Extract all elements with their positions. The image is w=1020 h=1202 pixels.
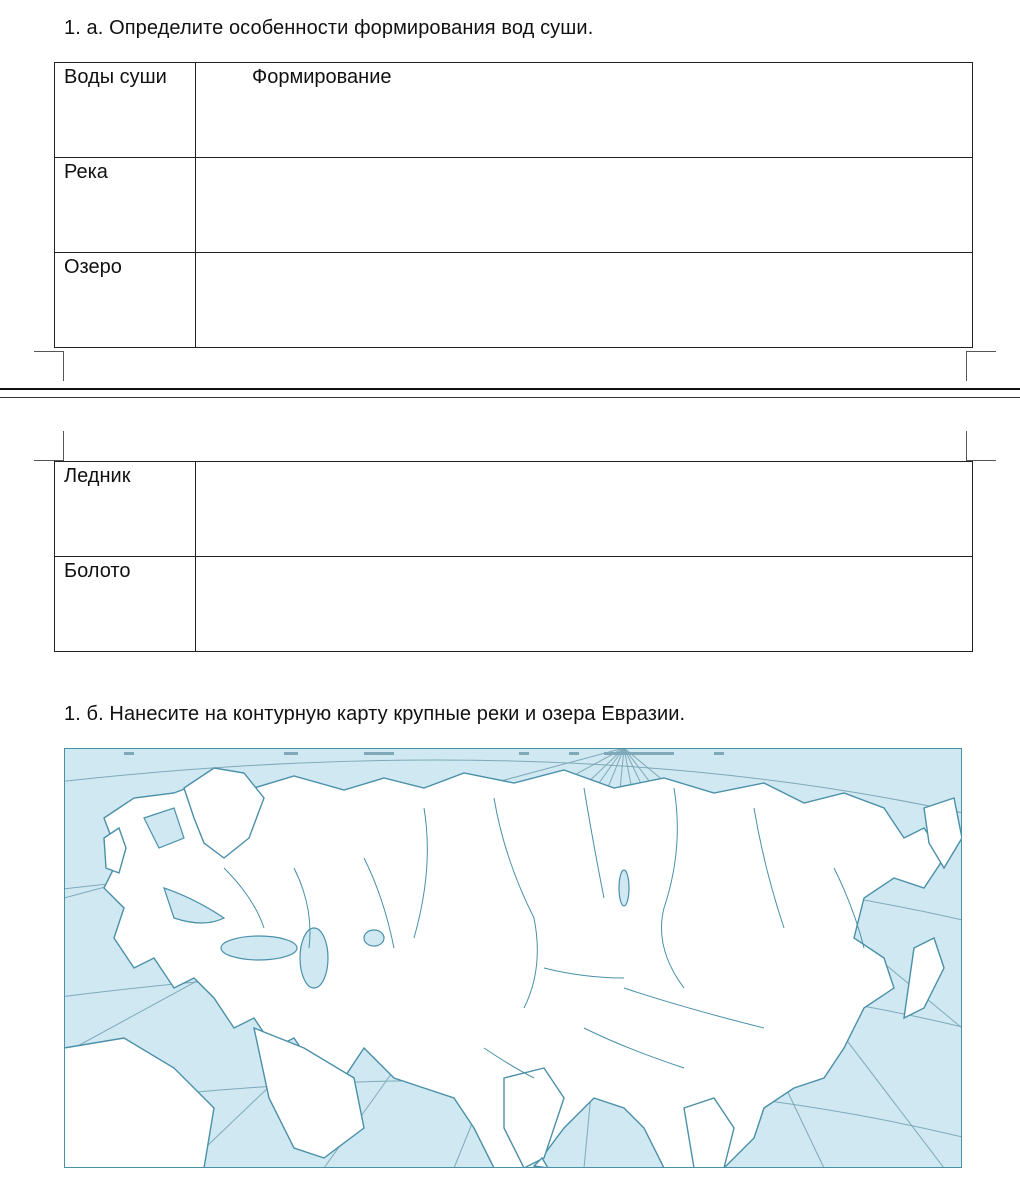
header-water-type: Воды суши — [55, 63, 196, 158]
page-separator — [0, 397, 1020, 398]
page-corner-mark — [966, 431, 967, 461]
answer-cell-swamp[interactable] — [196, 557, 973, 652]
water-table-page2 — [54, 461, 973, 652]
table-row — [55, 557, 973, 652]
answer-cell-lake[interactable] — [196, 253, 973, 348]
water-table-page1 — [54, 62, 973, 348]
table-row — [55, 462, 973, 557]
page-corner-mark — [63, 431, 64, 461]
table-row — [55, 253, 973, 348]
page-corner-mark — [966, 351, 967, 381]
task-a-title: 1. а. Определите особенности формирования вод суши. — [64, 17, 594, 39]
answer-cell-glacier[interactable] — [196, 462, 973, 557]
page-corner-mark — [34, 351, 64, 352]
answer-cell-river[interactable] — [196, 158, 973, 253]
row-label-glacier: Ледник — [55, 462, 196, 557]
page-separator — [0, 388, 1020, 390]
task-b-title: 1. б. Нанесите на контурную карту крупные реки и озера Евразии. — [64, 703, 686, 725]
row-label-river: Река — [55, 158, 196, 253]
eurasia-contour-map[interactable] — [64, 748, 962, 1168]
header-formation: Формирование — [196, 63, 973, 158]
page-corner-mark — [63, 351, 64, 381]
table-row — [55, 158, 973, 253]
page-corner-mark — [966, 351, 996, 352]
row-label-lake: Озеро — [55, 253, 196, 348]
map-drawing — [64, 748, 962, 1168]
table-header-row — [55, 63, 973, 158]
row-label-swamp: Болото — [55, 557, 196, 652]
